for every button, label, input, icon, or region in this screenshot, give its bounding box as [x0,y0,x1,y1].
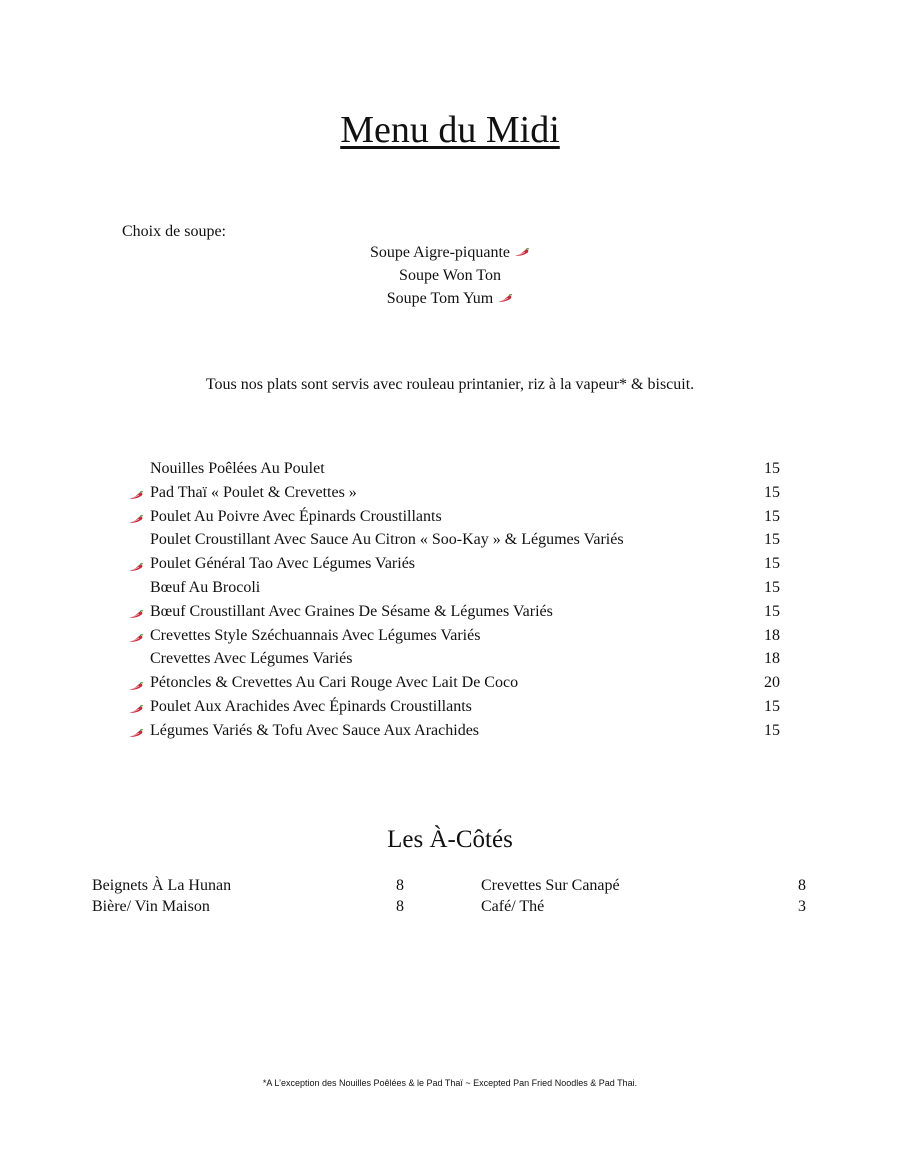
footnote: *A L’exception des Nouilles Poêlées & le Pad Thaï ~ Excepted Pan Fried Noodles & Pad Thai. [262,1078,638,1088]
dish-name: Poulet Général Tao Avec Légumes Variés [150,555,416,573]
chili-pepper-icon [128,630,144,647]
dish-row [128,672,780,694]
dish-price: 15 [764,579,780,596]
dish-name: Poulet Au Poivre Avec Épinards Croustillants [150,507,442,525]
dish-row [128,720,780,742]
side-name: Crevettes Sur Canapé [481,877,620,894]
chili-pepper-icon [128,487,144,504]
dish-name: Bœuf Au Brocoli [150,579,261,596]
soup-name: Soupe Tom Yum [386,290,494,307]
dish-name: Crevettes Avec Légumes Variés [150,650,353,668]
chili-pepper-icon [514,244,530,261]
dish-name: Nouilles Poêlées Au Poulet [150,460,325,477]
side-name: Café/ Thé [481,898,545,915]
chili-pepper-icon [128,725,144,742]
dish-name: Pétoncles & Crevettes Au Cari Rouge Avec Lait De Coco [150,674,519,692]
dish-name: Bœuf Croustillant Avec Graines De Sésame & Légumes Variés [150,602,553,620]
dish-name: Légumes Variés & Tofu Avec Sauce Aux Arachides [150,721,480,739]
icon-slot [128,534,150,546]
dish-row [128,577,780,599]
icon-slot [128,606,150,618]
dish-row [128,648,780,670]
dish-price: 15 [764,507,780,525]
side-name: Beignets À La Hunan [92,877,232,894]
page-title: Menu du Midi [340,109,560,151]
dish-name: Poulet Croustillant Avec Sauce Au Citron « Soo-Kay » & Légumes Variés [150,531,624,549]
soup-name: Soupe Won Ton [399,267,501,284]
dish-row [128,506,780,528]
side-price: 8 [396,877,404,894]
icon-slot [128,701,150,713]
side-price: 3 [798,898,806,915]
side-price: 8 [798,877,806,894]
dish-row [128,529,780,551]
dish-row [128,458,780,480]
icon-slot [128,463,150,475]
chili-pepper-icon [128,677,144,694]
chili-pepper-icon [128,511,144,528]
dish-price: 15 [764,602,780,620]
dish-row [128,625,780,647]
dish-row [128,482,780,504]
icon-slot [128,582,150,594]
icon-slot [128,677,150,689]
icon-slot [128,511,150,523]
dish-price: 15 [764,555,780,573]
chili-pepper-icon [497,290,513,307]
dish-price: 15 [764,698,780,715]
served-with-note: Tous nos plats sont servis avec rouleau printanier, riz à la vapeur* & biscuit. [205,376,695,393]
dish-price: 15 [764,721,780,739]
side-price: 8 [396,898,404,915]
dish-row [128,553,780,575]
soup-item [0,244,900,262]
icon-slot [128,653,150,665]
dish-price: 15 [764,483,780,501]
soup-label: Choix de soupe: [122,223,226,240]
icon-slot [128,630,150,642]
dish-name: Crevettes Style Széchuannais Avec Légumes Variés [150,626,481,644]
dish-price: 15 [764,531,780,549]
side-name: Bière/ Vin Maison [92,898,210,915]
dish-name: Pad Thaï « Poulet & Crevettes » [150,483,357,501]
sides-title: Les À-Côtés [387,826,513,853]
soup-item [0,290,900,308]
chili-pepper-icon [128,558,144,575]
chili-pepper-icon [128,606,144,623]
icon-slot [128,725,150,737]
dish-name: Poulet Aux Arachides Avec Épinards Croustillants [150,698,472,715]
soup-item [0,267,900,285]
icon-slot [128,487,150,499]
dish-row [128,696,780,718]
dish-price: 20 [764,674,780,692]
icon-slot [128,558,150,570]
dish-row [128,601,780,623]
dish-price: 18 [764,626,780,644]
dish-price: 18 [764,650,780,668]
chili-pepper-icon [128,701,144,718]
dish-price: 15 [764,460,780,477]
soup-name: Soupe Aigre-piquante [370,244,510,261]
